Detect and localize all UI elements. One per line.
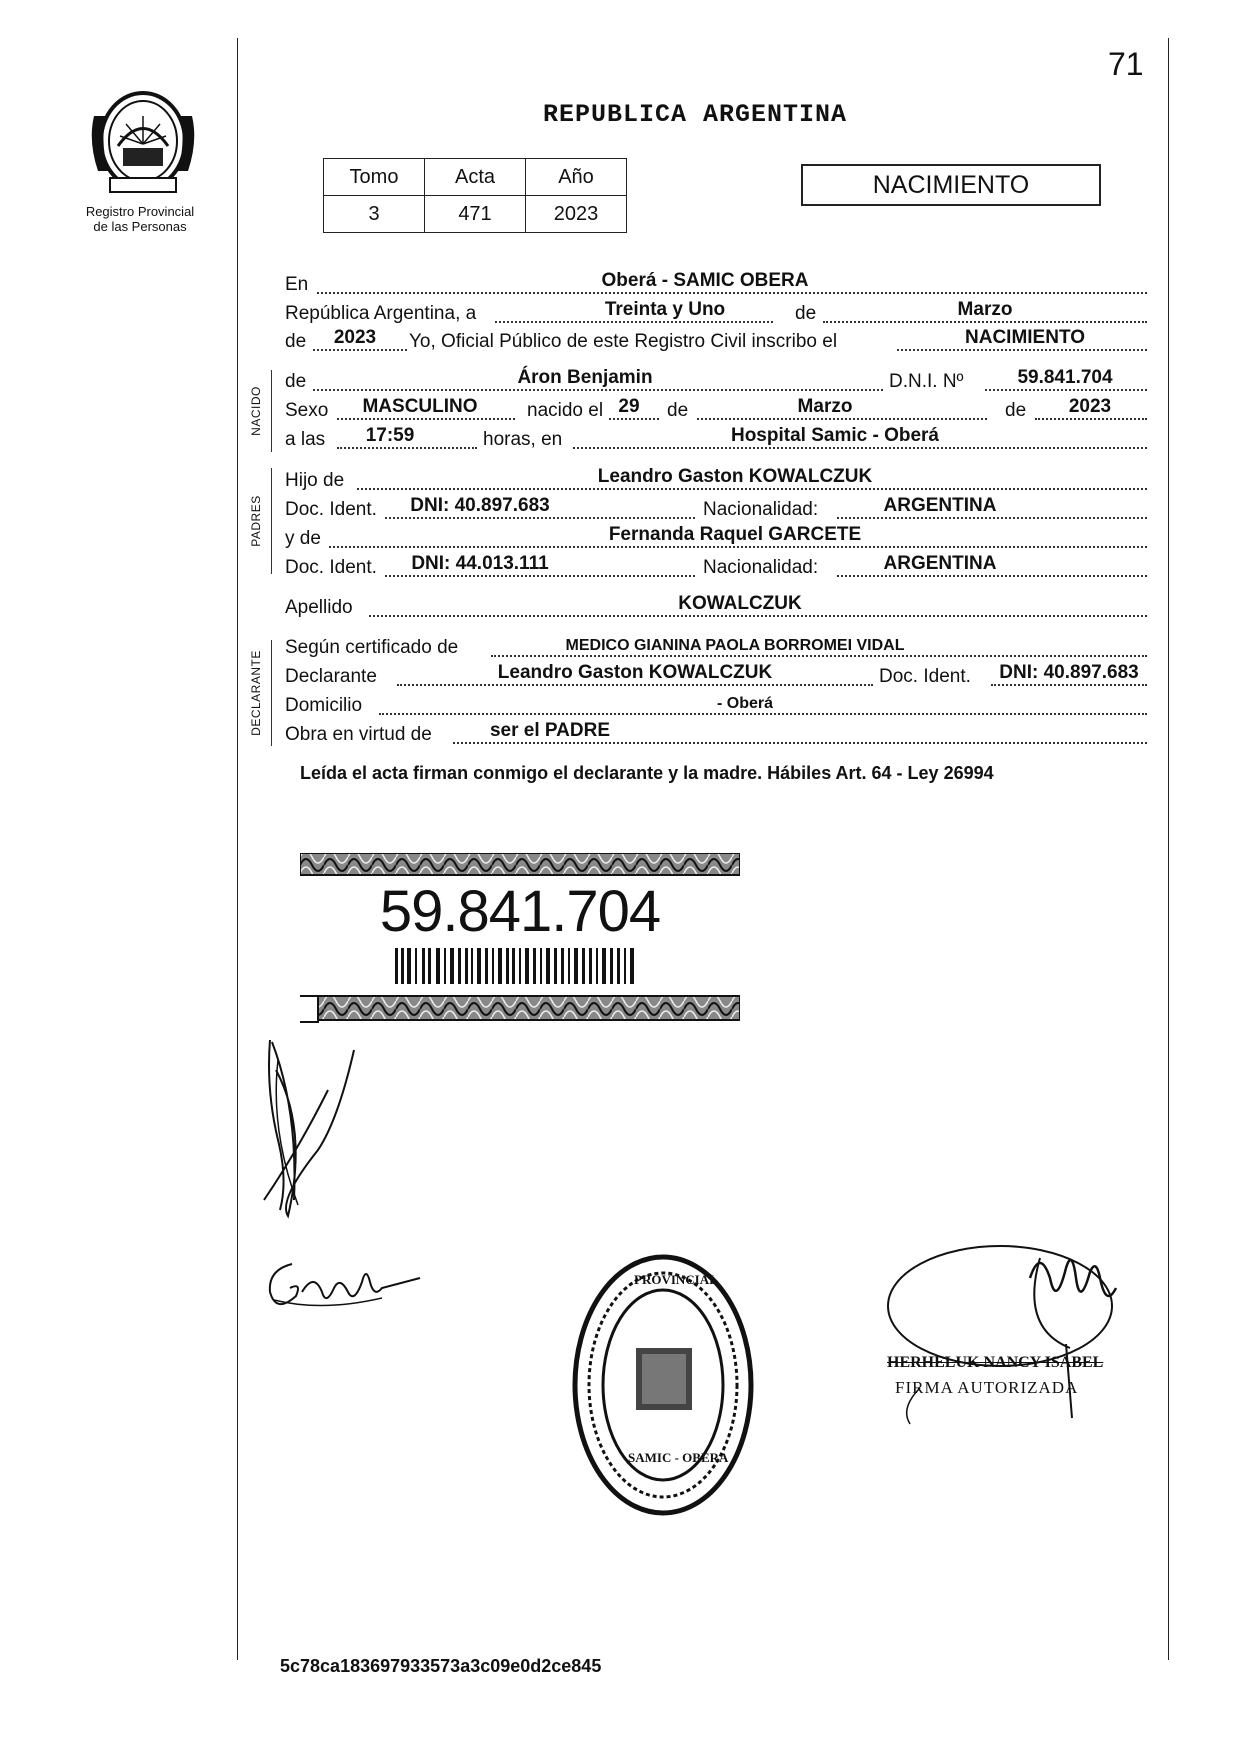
horas-en-label: horas, en (483, 429, 563, 450)
registry-label-line1: Registro Provincial (85, 204, 195, 219)
year-value: 2023 (333, 327, 377, 348)
registry-label (70, 204, 210, 234)
birth-year-value: 2023 (1068, 396, 1112, 417)
dotted-leader (837, 575, 1147, 577)
dotted-leader (1035, 418, 1147, 420)
dni-label: D.N.I. Nº (889, 371, 964, 392)
sexo-label: Sexo (285, 400, 329, 421)
reference-table-value-row (324, 196, 627, 233)
right-margin-line (1168, 38, 1169, 1660)
time-value: 17:59 (365, 425, 415, 446)
declarante-doc-value: DNI: 40.897.683 (999, 662, 1139, 683)
child-dni-value: 59.841.704 (1017, 367, 1113, 388)
father-name-value: Leandro Gaston KOWALCZUK (597, 466, 873, 487)
day-words-value: Treinta y Uno (604, 299, 726, 320)
tomo-header: Tomo (324, 159, 425, 196)
mother-nationality-value: ARGENTINA (883, 553, 997, 574)
place-value: Hospital Samic - Oberá (730, 425, 939, 446)
dotted-leader (313, 389, 883, 391)
dni-stamp-number: 59.841.704 (379, 879, 661, 944)
apellido-label: Apellido (285, 597, 353, 618)
anio-header: Año (526, 159, 627, 196)
acta-value: 471 (425, 196, 526, 233)
obra-value: ser el PADRE (489, 720, 611, 741)
nacido-section-label: NACIDO (249, 386, 263, 436)
registry-label-line2: de las Personas (93, 219, 187, 234)
oficial-text: Yo, Oficial Público de este Registro Civil inscribo el (409, 331, 838, 352)
dotted-leader (837, 517, 1147, 519)
dotted-leader (697, 418, 987, 420)
dotted-leader (491, 655, 1147, 657)
document-hash: 5c78ca183697933573a3c09e0d2ce845 (280, 1656, 602, 1676)
row-domicilio (285, 693, 1147, 719)
authority-name: HERHELUK NANCY ISABEL (887, 1354, 1104, 1371)
domicilio-label: Domicilio (285, 695, 363, 716)
mother-doc-value: DNI: 44.013.111 (411, 553, 549, 574)
dotted-leader (397, 684, 873, 686)
birth-day-value: 29 (618, 396, 640, 417)
de4-label: de (1005, 400, 1027, 421)
document-title: REPUBLICA ARGENTINA (542, 100, 848, 129)
segun-label: Según certificado de (285, 637, 459, 658)
month-value: Marzo (957, 299, 1013, 320)
sexo-value: MASCULINO (362, 396, 478, 417)
seal-text-bottom: SAMIC - OBERA (628, 1450, 729, 1465)
padres-section-label: PADRES (249, 495, 263, 547)
mother-signature (262, 1252, 432, 1322)
declarante-value: Leandro Gaston KOWALCZUK (497, 662, 773, 683)
doc-ident-label-2: Doc. Ident. (285, 557, 377, 578)
dotted-leader (313, 349, 407, 351)
page-number: 71 (1108, 46, 1144, 82)
de2-label: de (285, 331, 307, 352)
row-obra (285, 722, 1147, 748)
row-apellido (285, 595, 1147, 621)
en-label: En (285, 274, 309, 295)
dotted-leader (357, 488, 1147, 490)
nacido-de-label: de (285, 371, 307, 392)
dotted-leader (573, 447, 1147, 449)
row-father-doc (285, 497, 1147, 523)
dotted-leader (991, 684, 1147, 686)
obra-label: Obra en virtud de (285, 724, 432, 745)
provincial-coat-of-arms-logo (88, 86, 198, 196)
row-hijo-de (285, 468, 1147, 494)
doc-ident-label: Doc. Ident. (285, 499, 377, 520)
row-oficial (285, 329, 1147, 355)
declarante-doc-label: Doc. Ident. (879, 666, 971, 687)
domicilio-value: - Oberá (716, 695, 773, 712)
y-de-label: y de (285, 528, 321, 549)
father-doc-value: DNI: 40.897.683 (410, 495, 550, 516)
row-sexo (285, 398, 1147, 424)
act-type-box: NACIMIENTO (801, 164, 1101, 206)
declarante-label: Declarante (285, 666, 377, 687)
reference-table-header-row (324, 159, 627, 196)
seal-text-top: PROVINCIAL (634, 1272, 718, 1287)
inscribo-value: NACIMIENTO (965, 327, 1085, 348)
tomo-value: 3 (324, 196, 425, 233)
dotted-leader (985, 389, 1147, 391)
row-mother-doc (285, 555, 1147, 581)
dotted-leader (609, 418, 659, 420)
dotted-leader (337, 418, 515, 420)
birth-month-value: Marzo (797, 396, 853, 417)
father-nationality-value: ARGENTINA (883, 495, 997, 516)
a-las-label: a las (285, 429, 326, 450)
anio-value: 2023 (526, 196, 627, 233)
authorized-signature (880, 1238, 1130, 1428)
row-certificado (285, 635, 1147, 661)
row-en (285, 272, 1147, 298)
row-declarante (285, 664, 1147, 690)
dotted-leader (385, 517, 695, 519)
certificado-value: MEDICO GIANINA PAOLA BORROMEI VIDAL (565, 637, 905, 654)
row-republica (285, 301, 1147, 327)
legal-text: Leída el acta firman conmigo el declarante y la madre. Hábiles Art. 64 - Ley 26994 (300, 763, 994, 783)
nacido-el-label: nacido el (527, 400, 604, 421)
republica-label: República Argentina, a (285, 303, 477, 324)
dotted-leader (495, 321, 773, 323)
declarante-section-label: DECLARANTE (249, 650, 263, 736)
dotted-leader (337, 447, 477, 449)
acta-header: Acta (425, 159, 526, 196)
official-seal-stamp (568, 1250, 758, 1520)
de3-label: de (667, 400, 689, 421)
nacionalidad-label-2: Nacionalidad: (703, 557, 819, 578)
declarante-bracket (271, 640, 272, 746)
row-nacido-nombre (285, 369, 1147, 395)
row-hora (285, 427, 1147, 453)
dotted-leader (329, 546, 1147, 548)
left-margin-line (237, 38, 238, 1660)
dotted-leader (369, 615, 1147, 617)
mother-name-value: Fernanda Raquel GARCETE (608, 524, 862, 545)
apellido-value: KOWALCZUK (678, 593, 802, 614)
nacionalidad-label: Nacionalidad: (703, 499, 819, 520)
en-value: Oberá - SAMIC OBERA (601, 270, 809, 291)
padres-bracket (271, 468, 272, 574)
dotted-leader (317, 292, 1147, 294)
declarant-signature (258, 1030, 368, 1220)
nacido-bracket (271, 370, 272, 452)
hijo-de-label: Hijo de (285, 470, 345, 491)
de-label: de (795, 303, 817, 324)
dotted-leader (823, 321, 1147, 323)
child-name-value: Áron Benjamin (517, 367, 653, 388)
dotted-leader (897, 349, 1147, 351)
dotted-leader (453, 742, 1147, 744)
reference-table (323, 158, 627, 233)
dotted-leader (385, 575, 695, 577)
dotted-leader (379, 713, 1147, 715)
row-y-de (285, 526, 1147, 552)
authority-role: FIRMA AUTORIZADA (895, 1378, 1079, 1397)
